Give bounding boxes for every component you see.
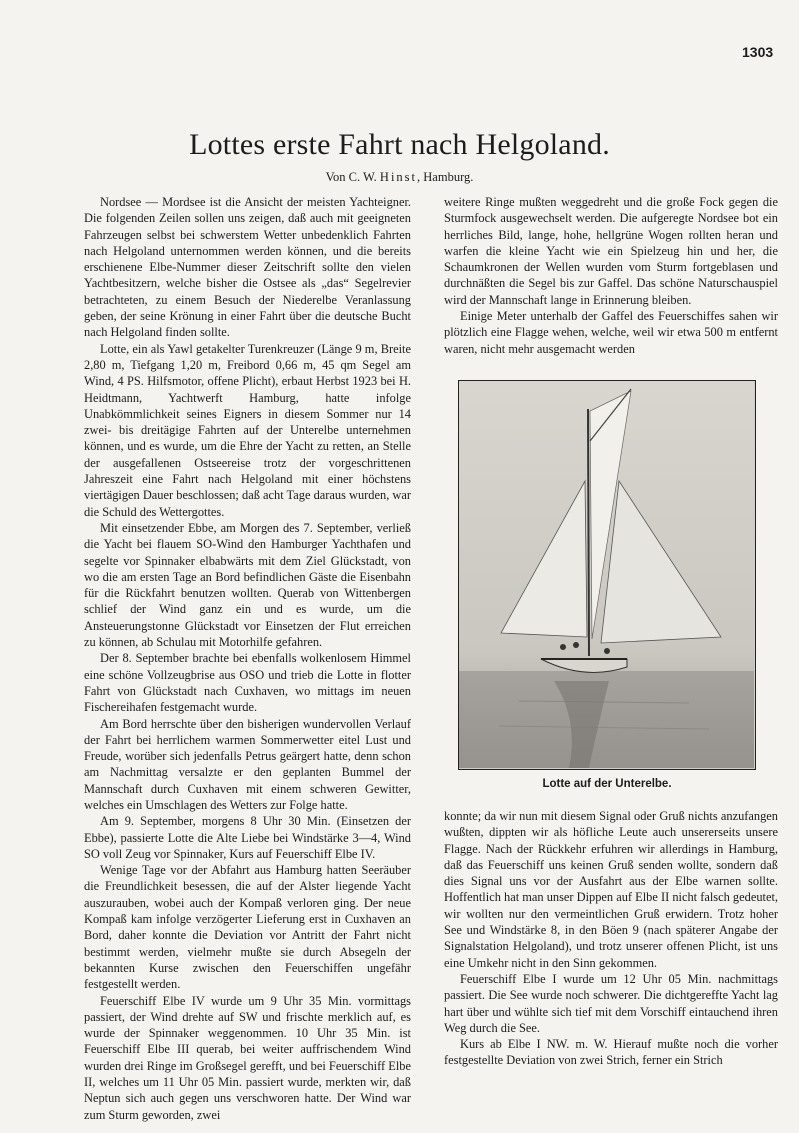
paragraph: Der 8. September brachte bei ebenfalls wolkenlosem Himmel eine schöne Vollzeugbrise aus OSO und trieb die Lotte in flotter Fahrt von Glückstadt nach Cuxhaven, wo mittags im neuen Fischereihafen festgemacht wurde. — [84, 651, 411, 715]
figure-caption: Lotte auf der Unterelbe. — [542, 778, 672, 790]
sailboat-photo — [458, 380, 756, 770]
paragraph: Am Bord herrschte über den bisherigen wundervollen Verlauf der Fahrt bei herrlichem warmen Sommerwetter eitel Lust und Freude, worüber sich jedenfalls Petrus geärgert hatte, denn schon am Nachmittag versalzte er den geplanten Bummel der Mannschaft durch Cuxhaven mit einem schweren Gewitter, welches ein Umschlagen des Wetters zur Folge hatte. — [84, 716, 411, 812]
paragraph: Feuerschiff Elbe I wurde um 12 Uhr 05 Min. nachmittags passiert. Die See wurde noch schwerer. Die dichtgereffte Yacht lag hart über und wühlte sich tief mit dem Vorschiff eintauchend ihren Weg durch die See. — [444, 971, 778, 1035]
right-column-bottom — [444, 808, 778, 1069]
right-column-top — [444, 194, 778, 357]
byline-author: Hinst — [379, 170, 418, 184]
paragraph: Mit einsetzender Ebbe, am Morgen des 7. September, verließ die Yacht bei flauem SO-Wind den Hamburger Yachthafen und segelte vor Spinnaker elbabwärts mit dem Ziel Glückstadt, von wo die am ersten Tage an Bord befindlichen Gäste die Eisenbahn für die Rückfahrt benutzen wollten. Querab von Wittenbergen schlief der Wind ganz ein und es wurde, um die Ansteuerungstonne Glückstadt vor Einsetzen der Flut erreichen zu können, ab Schulau mit Motorhilfe gefahren. — [84, 520, 411, 650]
byline-place: , Hamburg. — [417, 170, 474, 184]
paragraph: konnte; da wir nun mit diesem Signal oder Gruß nichts anzufangen wußten, dippten wir als höfliche Leute auch unsererseits unsere Flagge. Nach der Rückkehr erfuhren wir allerdings in Hamburg, daß das Feuerschiff uns keinen Gruß senden wollte, sondern daß dies Signal uns vor der Ausfahrt aus der Elbe warnen sollte. Hoffentlich hat man unser Dippen auf Elbe II nicht falsch gedeutet, wir wollten nur den vermeintlichen Gruß erwidern. Trotz hoher See und Windstärke 8, in den Böen 9 (nach späterer Angabe der Signalstation Helgoland), und trotz unserer offenen Plicht, ist uns eine Umkehr nicht in den Sinn gekommen. — [444, 809, 778, 970]
paragraph: Lotte, ein als Yawl getakelter Turenkreuzer (Länge 9 m, Breite 2,80 m, Tiefgang 1,20 m, Freibord 0,66 m, 45 qm Segel am Wind, 4 PS. Hilfsmotor, offene Plicht), erbaut Herbst 1923 bei H. Heidtmann, Yachtwerft Hamburg, hatte infolge Unabkömmlichkeit seines Eigners in diesem Sommer nur 14 zwei- bis dreitägige Fahrten auf der Unterelbe unternehmen können, und es wurde, um die Ehre der Yacht zu retten, an Stelle der ausgefallenen Ostseereise trotz der vorgeschrittenen Jahreszeit eine Fahrt nach Helgoland mit einer höchstens viertägigen Dauer beschlossen; daß acht Tage daraus wurden, war die Schuld des Wettergottes. — [84, 341, 411, 519]
page-number: 1303 — [742, 44, 774, 60]
article-title: Lottes erste Fahrt nach Helgoland. — [189, 128, 610, 161]
paragraph: weitere Ringe mußten weggedreht und die große Fock gegen die Sturmfock ausgewechselt werden. Die aufgeregte Nordsee bot ein herrliches Bild, lange, hohe, hellgrüne Wogen rollten heran und warfen die kleine Yacht wie ein Spielzeug hin und her, die Schaumkronen der Wellen wurden vom Sturm fortgeblasen und durchnäßten die Segel bis zur Gaffel. Das schöne Naturschauspiel wird der Mannschaft lange in Erinnerung bleiben. — [444, 195, 778, 307]
paragraph: Feuerschiff Elbe IV wurde um 9 Uhr 35 Min. vormittags passiert, der Wind drehte auf SW und frischte merklich auf, es wurde der Spinnaker weggenommen. 10 Uhr 35 Min. ist Feuerschiff Elbe III querab, bei weiter auffrischendem Wind wurden drei Ringe im Großsegel gerefft, und bei Feuerschiff Elbe II, welches um 11 Uhr 05 Min. passiert wurde, merkten wir, daß Neptun sich auch gegen uns verschworen hatte. Der Wind war zum Sturm geworden, zwei — [84, 993, 411, 1122]
paragraph: Nordsee — Mordsee ist die Ansicht der meisten Yachteigner. Die folgenden Zeilen sollen uns zeigen, daß auch mit geeigneten Fahrzeugen selbst bei schwerstem Wetter unbedenklich Fahrten nach Helgoland unternommen werden können, und die bereits erschienene Elbe-Nummer dieser Zeitschrift sollte den vielen Yachtbesitzern, welche bisher die Ostsee als „das“ Segelrevier betrachteten, zu einem Besuch der Niederelbe Veranlassung geben, der seine Krönung in einer Fahrt über die deutsche Bucht nach Helgoland finden sollte. — [84, 195, 411, 340]
paragraph: Einige Meter unterhalb der Gaffel des Feuerschiffes sahen wir plötzlich eine Flagge wehen, welche, weil wir etwa 500 m entfernt waren, nicht mehr ausgemacht werden — [444, 309, 778, 356]
paragraph: Kurs ab Elbe I NW. m. W. Hierauf mußte noch die vorher festgestellte Deviation von zwei Strich, ferner ein Strich — [444, 1037, 778, 1068]
paragraph: Am 9. September, morgens 8 Uhr 30 Min. (Einsetzen der Ebbe), passierte Lotte die Alte Liebe bei Windstärke 3—4, Wind SO voll Zeug vor Spinnaker, Kurs auf Feuerschiff Elbe IV. — [84, 814, 411, 861]
paragraph: Wenige Tage vor der Abfahrt aus Hamburg hatten Seeräuber die Freundlichkeit besessen, die auf der Alster liegende Yacht auszurauben, wobei auch der Kompaß verloren ging. Der neue Kompaß kam infolge verzögerter Lieferung erst in Cuxhaven an Bord, daher konnte die Deviation vor Antritt der Fahrt nicht bestimmt werden, vielmehr mußte sie durch Absegeln der bekannten Kurse zwischen den Feuerschiffen ungefähr festgestellt werden. — [84, 863, 411, 992]
sailboat-illustration — [459, 381, 754, 768]
left-column — [84, 194, 411, 1123]
byline — [0, 170, 799, 185]
byline-prefix: Von C. W. — [325, 170, 377, 184]
